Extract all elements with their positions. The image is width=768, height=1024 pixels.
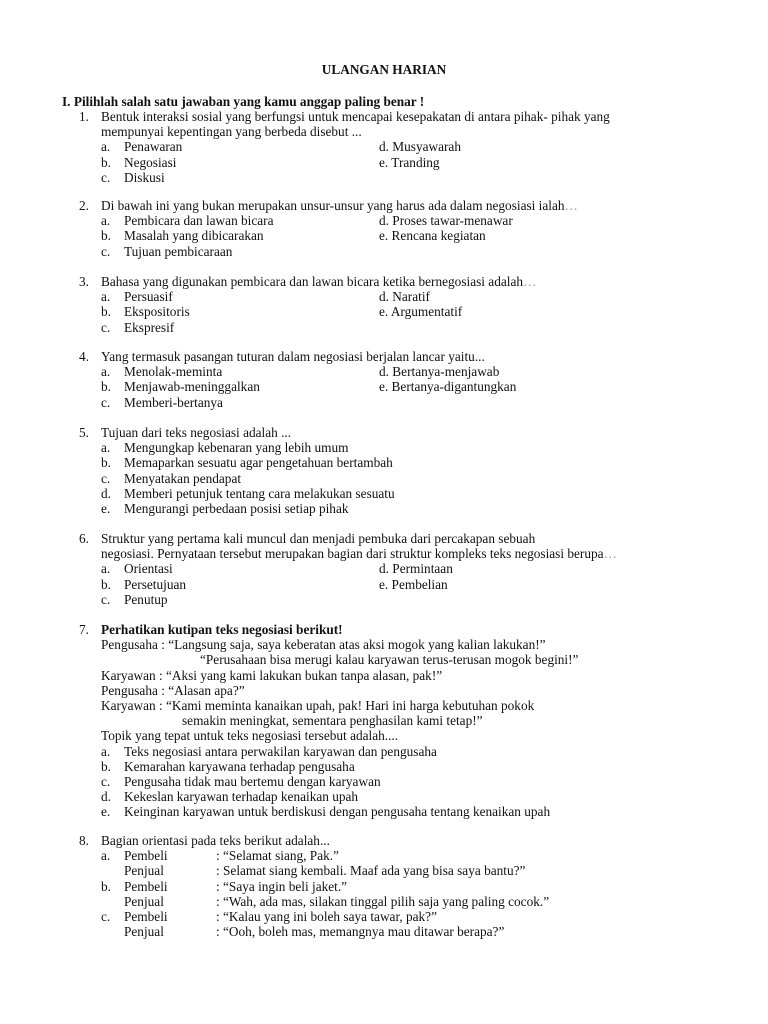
option-d[interactable]: Kekeslan karyawan terhadap kenaikan upah — [124, 789, 359, 805]
question-6 — [79, 531, 713, 607]
question-1 — [79, 109, 713, 185]
dialogue-line: Karyawan : “Aksi yang kami lakukan bukan tanpa alasan, pak!” — [101, 667, 443, 683]
question-text-line: negosiasi. Pernyataan tersebut merupakan bagian dari struktur kompleks teks negosiasi berupa — [101, 546, 604, 562]
option-d[interactable]: d. Musyawarah — [379, 139, 461, 155]
question-4 — [79, 349, 713, 410]
option-letter: c. — [101, 774, 111, 790]
question-number: 6. — [79, 531, 89, 546]
option-e[interactable]: Keinginan karyawan untuk berdiskusi dengan pengusaha tentang kenaikan upah — [124, 804, 551, 820]
question-text-line: Struktur yang pertama kali muncul dan menjadi pembuka dari percakapan sebuah — [101, 531, 536, 546]
question-7 — [79, 622, 713, 820]
option-d[interactable]: d. Naratif — [379, 289, 430, 305]
question-text: Di bawah ini yang bukan merupakan unsur-unsur yang harus ada dalam negosiasi ialah — [101, 198, 565, 213]
option-letter: b. — [101, 878, 111, 894]
option-letter: e. — [101, 501, 111, 517]
option-a[interactable]: Orientasi — [124, 561, 173, 577]
options — [101, 364, 713, 410]
question-text: Yang termasuk pasangan tuturan dalam negosiasi berjalan lancar yaitu... — [101, 349, 485, 364]
question-text: Tujuan dari teks negosiasi adalah ... — [101, 425, 292, 440]
option-letter: a. — [101, 139, 111, 155]
option-letter: b. — [101, 304, 111, 320]
option-a[interactable]: Mengungkap kebenaran yang lebih umum — [124, 440, 349, 456]
question-number: 8. — [79, 833, 89, 848]
option-a[interactable]: Pembicara dan lawan bicara — [124, 213, 274, 229]
option-c[interactable]: Pengusaha tidak mau bertemu dengan karyawan — [124, 774, 381, 790]
options — [101, 139, 713, 185]
option-e[interactable]: e. Bertanya-digantungkan — [379, 379, 517, 395]
option-e[interactable]: e. Pembelian — [379, 576, 448, 592]
option-letter: a. — [101, 213, 111, 229]
question-text: Bahasa yang digunakan pembicara dan lawan bicara ketika bernegosiasi adalah — [101, 274, 523, 289]
option-letter: a. — [101, 743, 111, 759]
options — [101, 561, 713, 607]
option-a[interactable]: Teks negosiasi antara perwakilan karyawan dan pengusaha — [124, 743, 437, 759]
option-d[interactable]: d. Bertanya-menjawab — [379, 364, 500, 380]
option-b[interactable]: Ekspositoris — [124, 304, 190, 320]
ellipsis: … — [564, 198, 578, 213]
option-letter: c. — [101, 319, 111, 335]
option-letter: c. — [101, 470, 111, 486]
option-c[interactable]: Menyatakan pendapat — [124, 470, 242, 486]
question-2 — [79, 198, 713, 259]
option-a[interactable]: Menolak-meminta — [124, 364, 223, 380]
option-letter: a. — [101, 440, 111, 456]
option-a[interactable]: Persuasif — [124, 289, 173, 305]
option-d[interactable]: Memberi petunjuk tentang cara melakukan sesuatu — [124, 485, 395, 501]
option-e[interactable]: e. Rencana kegiatan — [379, 228, 486, 244]
dialogue-text: : “Saya ingin beli jaket.” — [216, 878, 348, 894]
option-letter: b. — [101, 576, 111, 592]
ellipsis: … — [603, 546, 617, 562]
option-b[interactable]: Persetujuan — [124, 576, 187, 592]
question-number: 3. — [79, 274, 89, 289]
speaker: Pembeli — [124, 848, 168, 864]
option-letter: c. — [101, 169, 111, 185]
option-a[interactable]: Penawaran — [124, 139, 183, 155]
dialogue-text: : “Kalau yang ini boleh saya tawar, pak?” — [216, 909, 437, 925]
speaker: Pembeli — [124, 878, 168, 894]
option-letter: d. — [101, 485, 111, 501]
option-c[interactable] — [101, 909, 713, 924]
option-letter: a. — [101, 364, 111, 380]
dialogue-text: : Selamat siang kembali. Maaf ada yang bisa saya bantu?” — [216, 863, 526, 879]
option-b[interactable]: Negosiasi — [124, 154, 177, 170]
dialogue-line: Karyawan : “Kami meminta kanaikan upah, pak! Hari ini harga kebutuhan pokok — [101, 698, 535, 714]
option-letter: b. — [101, 758, 111, 774]
dialogue-line: semakin meningkat, sementara penghasilan kami tetap!” — [182, 713, 483, 729]
option-letter: c. — [101, 243, 111, 259]
question-number: 2. — [79, 198, 89, 213]
dialogue-text: : “Ooh, boleh mas, memangnya mau ditawar berapa?” — [216, 924, 505, 940]
option-letter: a. — [101, 561, 111, 577]
dialogue-line: Pengusaha : “Langsung saja, saya keberatan atas aksi mogok yang kalian lakukan!” — [101, 637, 546, 653]
question-number: 1. — [79, 109, 89, 124]
dialogue-text: : “Selamat siang, Pak.” — [216, 848, 339, 864]
option-d[interactable]: d. Permintaan — [379, 561, 453, 577]
option-e[interactable]: e. Argumentatif — [379, 304, 463, 320]
page-title: ULANGAN HARIAN — [321, 62, 447, 77]
option-e[interactable]: e. Tranding — [379, 154, 440, 170]
option-letter: a. — [101, 848, 111, 864]
option-c[interactable]: Penutup — [124, 591, 168, 607]
question-8 — [79, 833, 713, 939]
option-b[interactable]: Masalah yang dibicarakan — [124, 228, 264, 244]
question-heading: Perhatikan kutipan teks negosiasi berikut! — [101, 622, 343, 637]
dialogue-line: “Perusahaan bisa merugi kalau karyawan terus-terusan mogok begini!” — [200, 652, 579, 668]
options — [101, 289, 713, 335]
question-5 — [79, 425, 713, 516]
speaker: Pembeli — [124, 909, 168, 925]
question-number: 5. — [79, 425, 89, 440]
question-number: 4. — [79, 349, 89, 364]
option-letter: a. — [101, 289, 111, 305]
speaker: Penjual — [124, 863, 164, 879]
option-letter: c. — [101, 394, 111, 410]
option-letter: d. — [101, 789, 111, 805]
speaker: Penjual — [124, 893, 164, 909]
question-number: 7. — [79, 622, 89, 637]
question-text: Bagian orientasi pada teks berikut adalah... — [101, 833, 330, 848]
option-c[interactable]: Diskusi — [124, 169, 165, 185]
dialogue-text: : “Wah, ada mas, silakan tinggal pilih saja yang paling cocok.” — [216, 893, 550, 909]
dialogue-line: Pengusaha : “Alasan apa?” — [101, 682, 245, 698]
option-d[interactable]: d. Proses tawar-menawar — [379, 213, 513, 229]
option-b[interactable]: Kemarahan karyawana terhadap pengusaha — [124, 758, 355, 774]
option-letter: b. — [101, 154, 111, 170]
options — [101, 440, 713, 516]
option-a[interactable] — [101, 848, 713, 863]
option-letter: b. — [101, 455, 111, 471]
section-heading: I. Pilihlah salah satu jawaban yang kamu anggap paling benar ! — [62, 94, 425, 109]
option-letter: b. — [101, 379, 111, 395]
option-letter: c. — [101, 591, 111, 607]
option-b[interactable]: Menjawab-meninggalkan — [124, 379, 260, 395]
options — [101, 848, 713, 939]
question-3 — [79, 274, 713, 335]
option-c[interactable]: Tujuan pembicaraan — [124, 243, 233, 259]
question-text-line: Bentuk interaksi sosial yang berfungsi untuk mencapai kesepakatan di antara pihak- pihak yang — [101, 109, 610, 124]
option-b[interactable] — [101, 879, 713, 894]
option-letter: c. — [101, 909, 111, 925]
ellipsis: … — [523, 274, 537, 289]
question-text-line: mempunyai kepentingan yang berbeda disebut ... — [101, 124, 362, 140]
option-letter: e. — [101, 804, 111, 820]
option-b[interactable]: Memaparkan sesuatu agar pengetahuan bertambah — [124, 455, 393, 471]
option-c[interactable]: Memberi-bertanya — [124, 394, 223, 410]
speaker: Penjual — [124, 924, 164, 940]
option-letter: b. — [101, 228, 111, 244]
option-e[interactable]: Mengurangi perbedaan posisi setiap pihak — [124, 501, 349, 517]
option-c[interactable]: Ekspresif — [124, 319, 175, 335]
options — [101, 744, 713, 820]
question-prompt: Topik yang tepat untuk teks negosiasi tersebut adalah.... — [101, 728, 399, 744]
options — [101, 213, 713, 259]
